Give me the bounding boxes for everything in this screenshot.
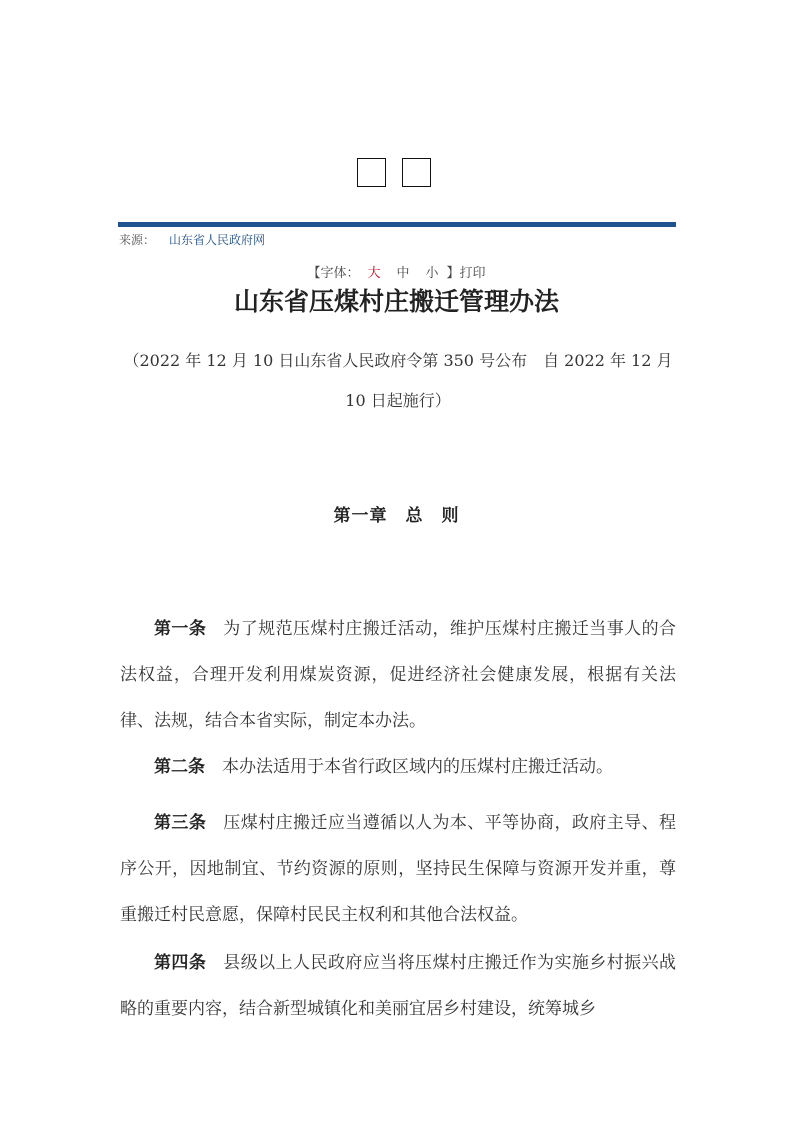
font-size-large-option[interactable]: 大 [367, 266, 381, 281]
document-title: 山东省压煤村庄搬迁管理办法 [233, 287, 559, 316]
font-bar-close: 】 [446, 266, 460, 281]
article-number: 第一条 [154, 619, 207, 639]
missing-glyph-boxes [357, 158, 431, 187]
source-line [119, 231, 265, 248]
chapter-heading: 第一章 总 则 [333, 506, 460, 526]
article-number: 第四条 [154, 953, 207, 973]
missing-glyph-box [357, 158, 386, 187]
print-link[interactable]: 打印 [459, 266, 486, 281]
source-link[interactable]: 山东省人民政府网 [169, 233, 266, 247]
source-label: 来源： [119, 233, 156, 247]
article-text: 压煤村庄搬迁应当遵循以人为本、平等协商，政府主导、程序公开，因地制宜、节约资源的原则，坚持民生保障与资源开发并重，尊重搬迁村民意愿，保障村民民主权利和其他合法权益。 [120, 813, 677, 925]
article-4 [120, 940, 676, 1032]
article-text: 本办法适用于本省行政区域内的压煤村庄搬迁活动。 [222, 757, 613, 777]
font-size-medium-option[interactable]: 中 [396, 266, 410, 281]
article-text: 为了规范压煤村庄搬迁活动，维护压煤村庄搬迁当事人的合法权益，合理开发利用煤炭资源，促进经济社会健康发展，根据有关法律、法规，结合本省实际，制定本办法。 [120, 619, 677, 731]
article-text: 县级以上人民政府应当将压煤村庄搬迁作为实施乡村振兴战略的重要内容，结合新型城镇化和美丽宜居乡村建设，统筹城乡 [120, 953, 677, 1019]
document-subtitle: （2022 年 12 月 10 日山东省人民政府令第 350 号公布 自 2022 年 12 月 10 日起施行） [123, 351, 673, 410]
missing-glyph-box [402, 158, 431, 187]
font-size-bar [0, 262, 793, 281]
article-1 [120, 606, 676, 744]
font-bar-open: 【字体： [307, 266, 360, 281]
article-3 [120, 800, 676, 938]
article-2 [120, 744, 676, 790]
header-rule [118, 222, 676, 227]
font-size-small-option[interactable]: 小 [425, 266, 439, 281]
article-number: 第二条 [154, 757, 205, 777]
article-number: 第三条 [154, 813, 207, 833]
